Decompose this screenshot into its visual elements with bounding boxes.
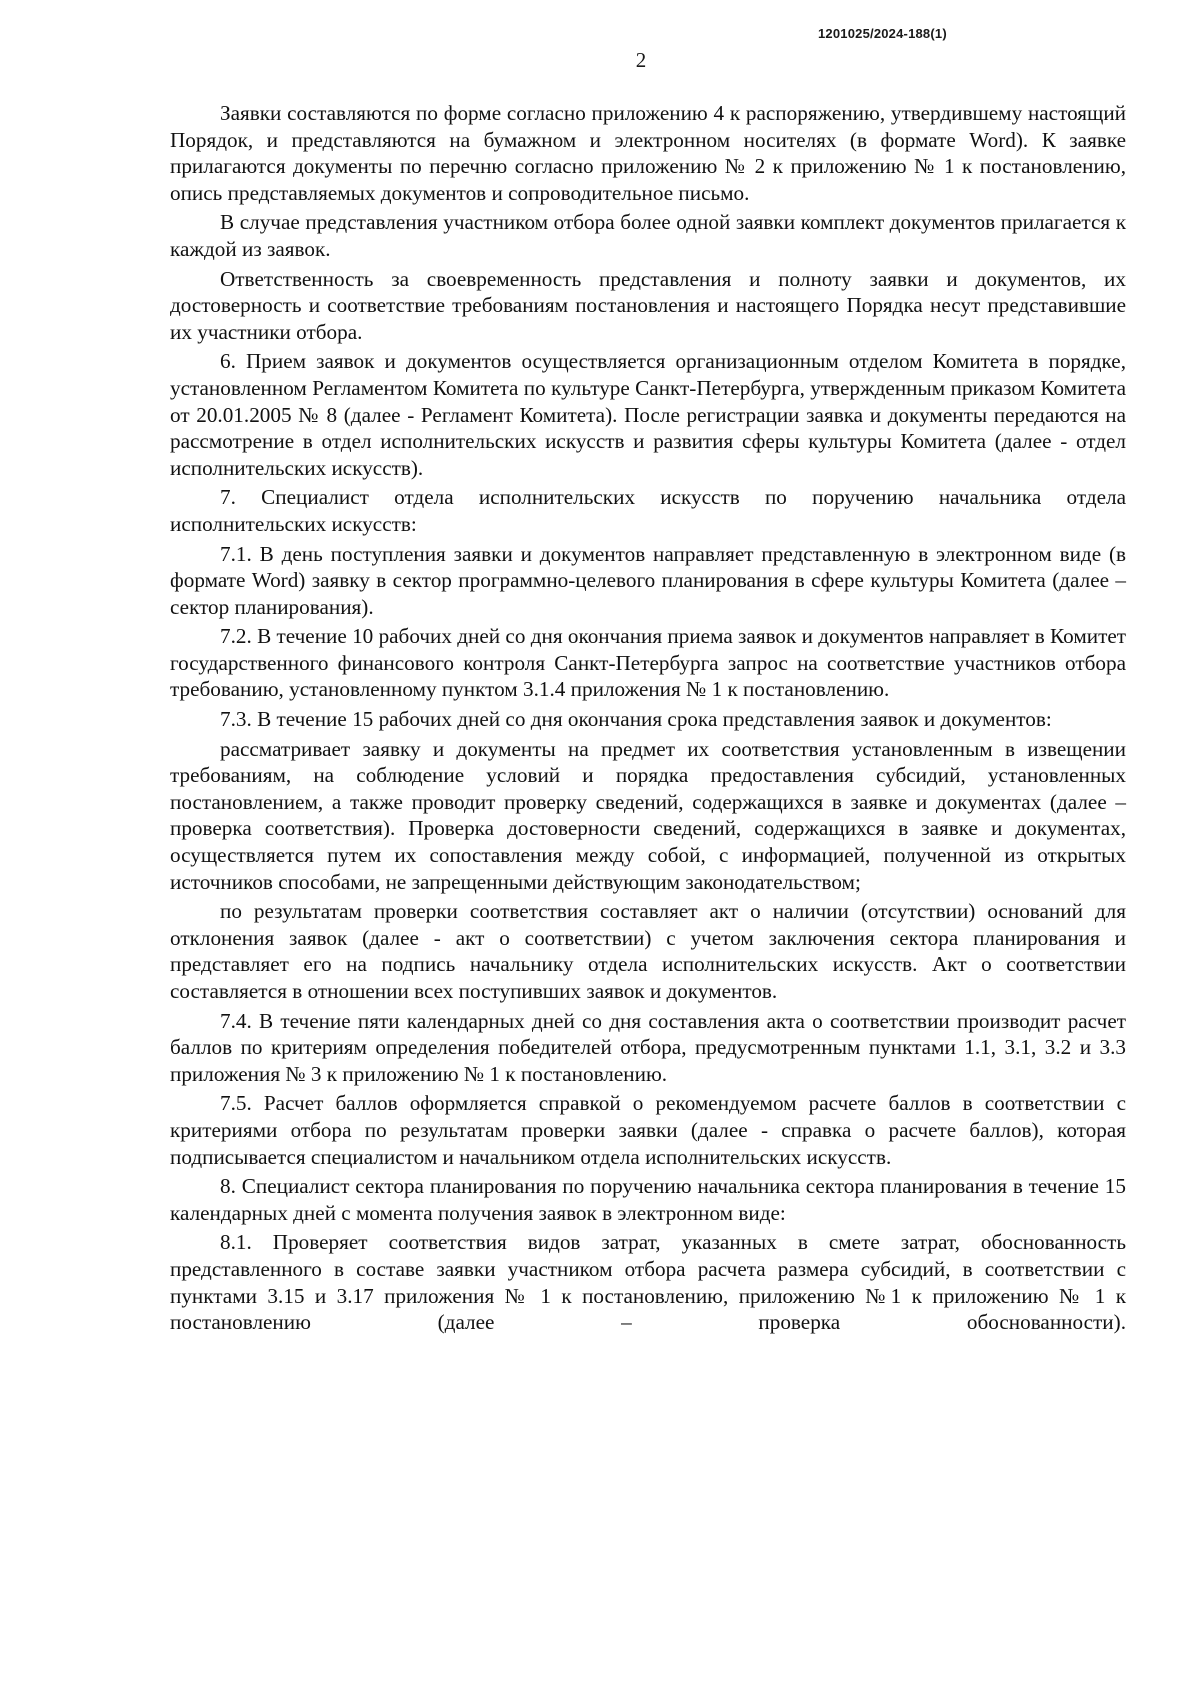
paragraph-item-6: 6. Прием заявок и документов осуществляется организационным отделом Комитета в порядке, установленном Регламентом Комитета по культуре Санкт-Петербурга, утвержденным приказом Комитета от 20.01.2005 № 8 (далее - Регламент Комитета). После регистрации заявка и документы передаются на рассмотрение в отдел исполнительских искусств и развития сферы культуры Комитета (далее - отдел исполнительских искусств). (170, 349, 1126, 480)
paragraph-multiple-applications: В случае представления участником отбора более одной заявки комплект документов прилагается к каждой из заявок. (170, 210, 1126, 261)
paragraph-item-7-1: 7.1. В день поступления заявки и документов направляет представленную в электронном виде (в формате Word) заявку в сектор программно-целевого планирования в сфере культуры Комитета (далее – сектор планирования). (170, 541, 1126, 619)
paragraph-compliance-act: по результатам проверки соответствия составляет акт о наличии (отсутствии) оснований для отклонения заявок (далее - акт о соответствии) с учетом заключения сектора планирования и представляет его на подпись начальнику отдела исполнительских искусств. Акт о соответствии составляется в отношении всех поступивших заявок и документов. (170, 899, 1126, 1003)
paragraph-item-7-5: 7.5. Расчет баллов оформляется справкой о рекомендуемом расчете баллов в соответствии с критериями отбора по результатам проверки заявки (далее - справка о расчете баллов), которая подписывается специалистом и начальником отдела исполнительских искусств. (170, 1091, 1126, 1169)
paragraph-compliance-review: рассматривает заявку и документы на предмет их соответствия установленным в извещении требованиям, на соблюдение условий и порядка предоставления субсидий, установленных постановлением, а также проводит проверку сведений, содержащихся в заявке и документах (далее – проверка соответствия). Проверка достоверности сведений, содержащихся в заявке и документах, осуществляется путем их сопоставления между собой, с информацией, полученной из открытых источников способами, не запрещенными действующим законодательством; (170, 736, 1126, 894)
paragraph-item-7: 7. Специалист отдела исполнительских искусств по поручению начальника отдела исполнительских искусств: (170, 485, 1126, 536)
document-body (170, 100, 1126, 1339)
paragraph-item-7-2: 7.2. В течение 10 рабочих дней со дня окончания приема заявок и документов направляет в Комитет государственного финансового контроля Санкт-Петербурга запрос на соответствие участников отбора требованию, установленному пунктом 3.1.4 приложения № 1 к постановлению. (170, 624, 1126, 702)
page-number: 2 (635, 48, 647, 72)
document-number: 1201025/2024-188(1) (818, 26, 947, 41)
paragraph-item-8: 8. Специалист сектора планирования по поручению начальника сектора планирования в течение 15 календарных дней с момента получения заявок в электронном виде: (170, 1174, 1126, 1225)
paragraph-item-7-4: 7.4. В течение пяти календарных дней со дня составления акта о соответствии производит расчет баллов по критериям определения победителей отбора, предусмотренным пунктами 1.1, 3.1, 3.2 и 3.3 приложения № 3 к приложению № 1 к постановлению. (170, 1008, 1126, 1086)
paragraph-item-8-1: 8.1. Проверяет соответствия видов затрат, указанных в смете затрат, обоснованность представленного в составе заявки участником отбора расчета размера субсидий, в соответствии с пунктами 3.15 и 3.17 приложения № 1 к постановлению, приложению №1 к приложению № 1 к постановлению (далее – проверка обоснованности). (170, 1230, 1126, 1335)
paragraph-item-7-3: 7.3. В течение 15 рабочих дней со дня окончания срока представления заявок и документов: (220, 707, 1052, 732)
paragraph-application-form: Заявки составляются по форме согласно приложению 4 к распоряжению, утвердившему настоящий Порядок, и представляются на бумажном и электронном носителях (в формате Word). К заявке прилагаются документы по перечню согласно приложению № 2 к приложению № 1 к постановлению, опись представляемых документов и сопроводительное письмо. (170, 101, 1126, 205)
paragraph-responsibility: Ответственность за своевременность представления и полноту заявки и документов, их достоверность и соответствие требованиям постановления и настоящего Порядка несут представившие их участники отбора. (170, 266, 1126, 344)
